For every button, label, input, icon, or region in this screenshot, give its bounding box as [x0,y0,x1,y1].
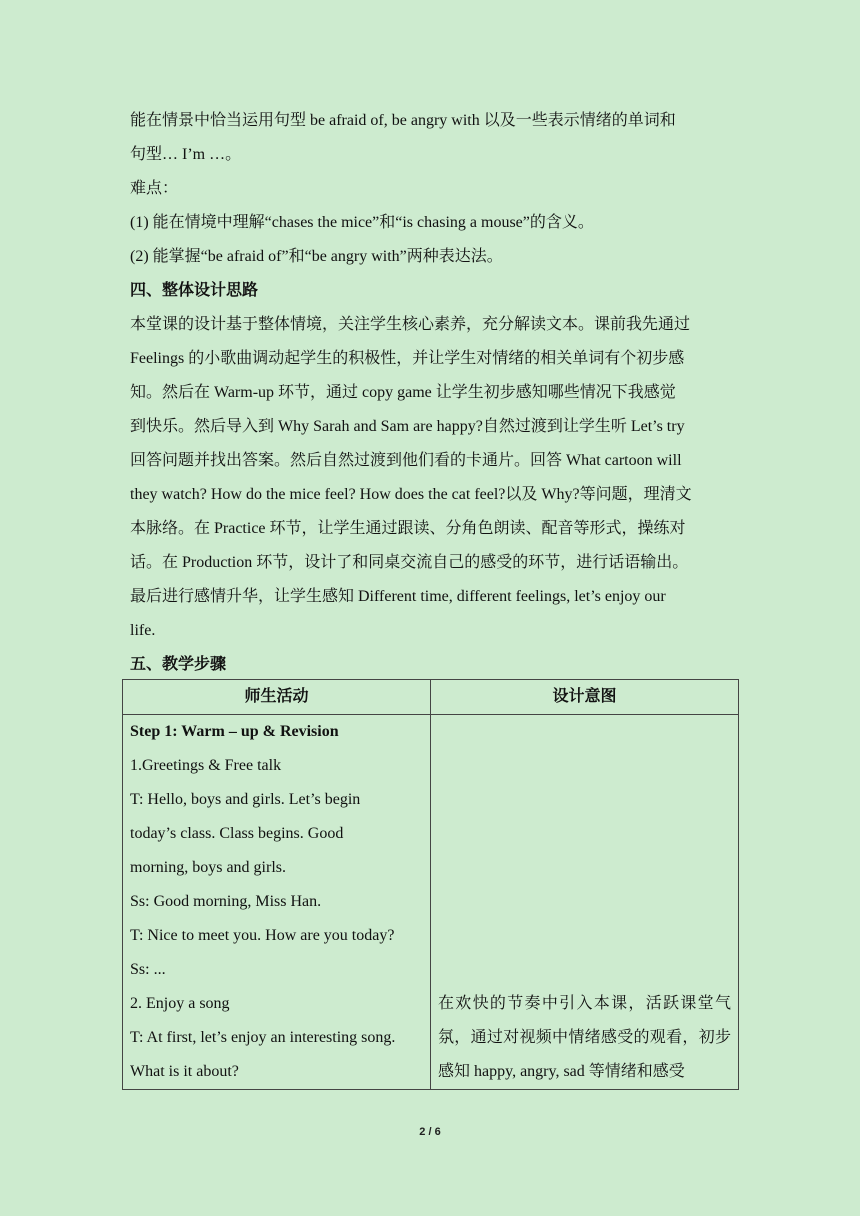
difficulty-item: (1) 能在情境中理解“chases the mice”和“is chasing a mouse”的含义。 [130,214,594,231]
section-heading: 五、教学步骤 [130,656,227,673]
activity-line: morning, boys and girls. [130,859,286,876]
design-line: 本脉络。在 Practice 环节，让学生通过跟读、分角色朗读、配音等形式，操练对 [130,520,686,537]
table-row [123,715,739,1090]
activity-line: Ss: Good morning, Miss Han. [130,893,322,910]
design-line: 回答问题并找出答案。然后自然过渡到他们看的卡通片。回答 What cartoon will [130,452,682,469]
activity-line: 2. Enjoy a song [130,995,230,1012]
table-header-row [123,680,739,715]
difficulty-label: 难点： [130,180,179,197]
activity-line: T: Nice to meet you. How are you today? [130,927,395,944]
difficulty-item: (2) 能掌握“be afraid of”和“be angry with”两种表达法。 [130,248,503,265]
page-number: 2 / 6 [419,1126,441,1138]
activity-line: T: Hello, boys and girls. Let’s begin [130,791,361,808]
activity-line: today’s class. Class begins. Good [130,825,344,842]
design-line: 到快乐。然后导入到 Why Sarah and Sam are happy?自然过渡到让学生听 Let’s try [130,418,685,435]
activity-line: 1.Greetings & Free talk [130,757,282,774]
purpose-cell [431,715,739,1090]
design-line: 最后进行感情升华，让学生感知 Different time, different feelings, let’s enjoy our [130,588,666,605]
design-line: 知。然后在 Warm-up 环节，通过 copy game 让学生初步感知哪些情况下我感觉 [130,384,676,401]
activity-line: Ss: ... [130,961,166,978]
activity-cell [123,715,431,1090]
design-line: life. [130,622,156,639]
section-heading: 四、整体设计思路 [130,282,259,299]
document-body [130,104,730,682]
activity-line: T: At first, let’s enjoy an interesting song. [130,1029,396,1046]
design-line: Feelings 的小歌曲调动起学生的积极性，并让学生对情绪的相关单词有个初步感 [130,350,685,367]
design-line: 话。在 Production 环节，设计了和同桌交流自己的感受的环节，进行话语输出。 [130,554,689,571]
design-line: 本堂课的设计基于整体情境，关注学生核心素养，充分解读文本。课前我先通过 [130,316,691,333]
teaching-steps-table [122,679,739,1090]
paragraph-line: 句型… I’m …。 [130,146,242,163]
design-line: they watch? How do the mice feel? How does the cat feel?以及 Why?等问题，理清文 [130,486,692,503]
header-purpose: 设计意图 [431,680,739,715]
activity-line: What is it about? [130,1063,239,1080]
paragraph-line: 能在情景中恰当运用句型 be afraid of, be angry with 以及一些表示情绪的单词和 [130,112,676,129]
header-activity: 师生活动 [123,680,431,715]
purpose-text: 在欢快的节奏中引入本课，活跃课堂气氛，通过对视频中情绪感受的观看，初步感知 happy, angry, sad 等情绪和感受 [438,995,731,1080]
step-title: Step 1: Warm – up & Revision [130,723,339,740]
